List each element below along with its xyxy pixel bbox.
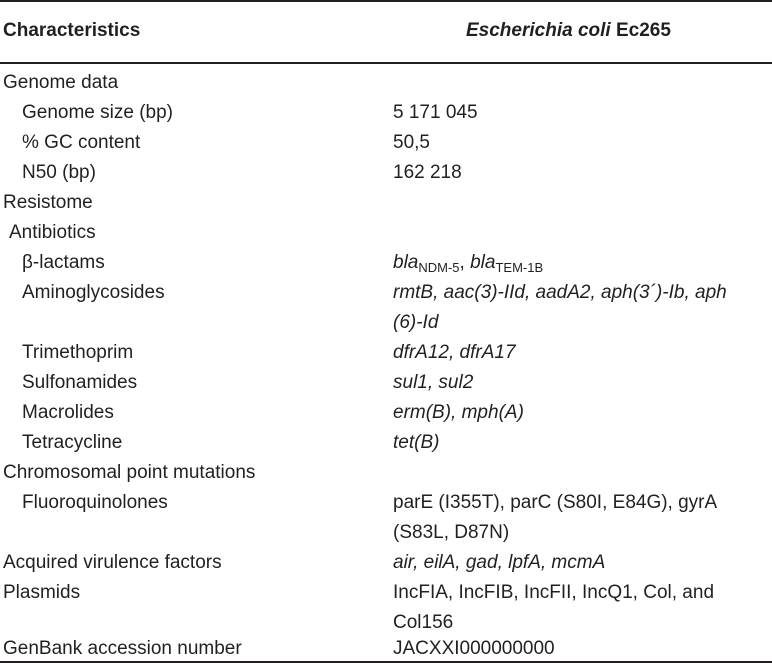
row-value: 162 218: [393, 162, 462, 183]
row-value: sul1, sul2: [393, 372, 474, 393]
row-label: Genome data: [3, 72, 119, 93]
row-label: Tetracycline: [22, 432, 123, 453]
header-rule: [0, 62, 772, 64]
row-label: Macrolides: [22, 402, 114, 423]
row-value: dfrA12, dfrA17: [393, 342, 516, 363]
row-label: Fluoroquinolones: [22, 492, 168, 513]
row-label: % GC content: [22, 132, 141, 153]
row-label: Aminoglycosides: [22, 282, 165, 303]
row-value-continued: (S83L, D87N): [393, 522, 510, 543]
row-label: Resistome: [3, 192, 93, 213]
top-rule: [0, 0, 772, 2]
row-label: Acquired virulence factors: [3, 552, 222, 573]
header-strain-id: Ec265: [615, 20, 671, 41]
header-characteristics: Characteristics: [3, 20, 141, 41]
row-label: Genome size (bp): [22, 102, 174, 123]
row-value: rmtB, aac(3)-IId, aadA2, aph(3´)-Ib, aph: [393, 282, 727, 303]
row-value: air, eilA, gad, lpfA, mcmA: [393, 552, 606, 573]
row-label: Antibiotics: [9, 222, 96, 243]
row-value: parE (I355T), parC (S80I, E84G), gyrA: [393, 492, 718, 513]
row-label: Trimethoprim: [22, 342, 134, 363]
row-value: erm(B), mph(A): [393, 402, 524, 423]
row-value-continued: (6)-Id: [393, 312, 439, 333]
row-value: 50,5: [393, 132, 430, 153]
row-label: N50 (bp): [22, 162, 96, 183]
row-value: 5 171 045: [393, 102, 478, 123]
row-label: Chromosomal point mutations: [3, 462, 256, 483]
row-label: Sulfonamides: [22, 372, 138, 393]
row-label: GenBank accession number: [3, 638, 242, 659]
header-species: Escherichia coli: [466, 20, 611, 41]
row-label: Plasmids: [3, 582, 81, 603]
row-value: tet(B): [393, 432, 440, 453]
header-strain: [466, 18, 671, 44]
row-value: bla$_{NDM-5}$, bla$_{TEM-1B}$: [393, 252, 544, 275]
row-label: β-lactams: [22, 252, 105, 273]
row-value: IncFIA, IncFIB, IncFII, IncQ1, Col, and: [393, 582, 715, 603]
row-value-continued: Col156: [393, 612, 454, 633]
row-value: JACXXI000000000: [393, 638, 555, 659]
